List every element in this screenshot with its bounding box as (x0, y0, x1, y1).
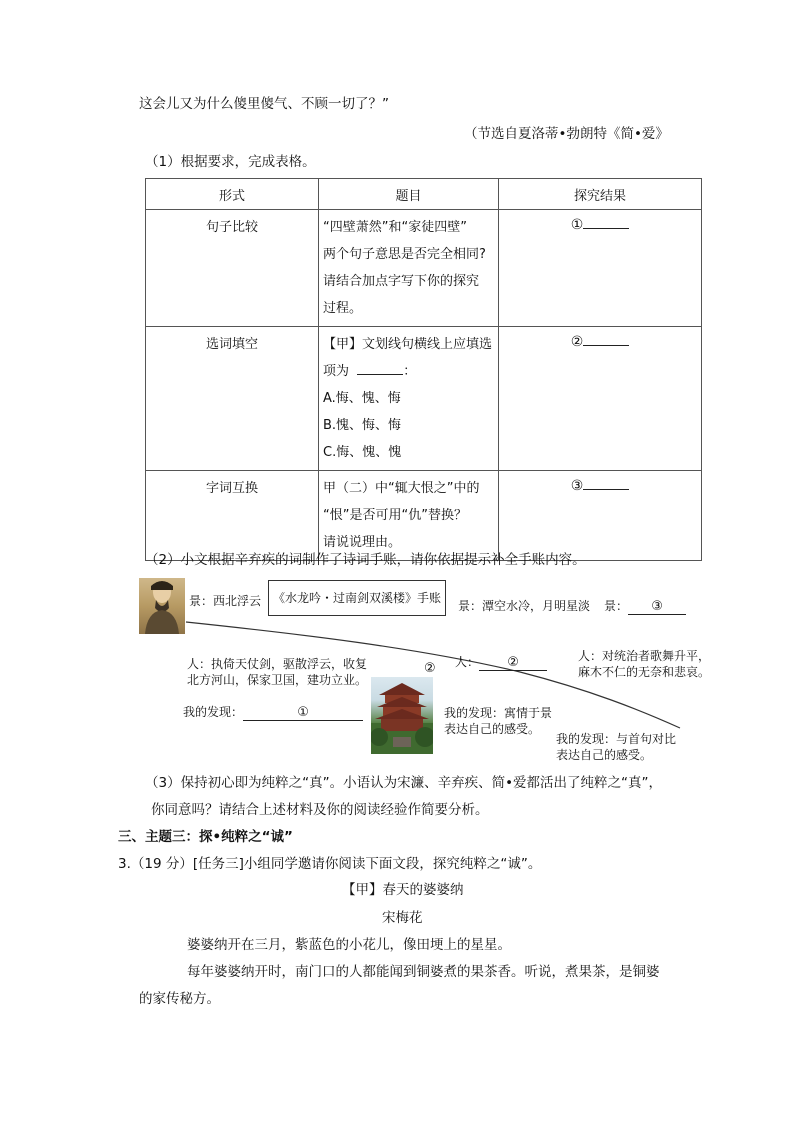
person-left-line: 北方河山，保家卫国，建功立业。 (187, 673, 368, 687)
discovery-left-label: 我的发现： (183, 705, 244, 719)
person-left-line: 人：执倚天仗剑，驱散浮云，收复 (187, 657, 368, 671)
row-form: 选词填空 (146, 327, 319, 471)
person-mid (455, 654, 547, 671)
question-line: “恨”是否可用“仇”替换？ (323, 508, 467, 523)
option-c: C.悔、愧、愧 (323, 445, 402, 460)
curve-mark: ② (424, 661, 436, 676)
question-line: 【甲】文划线句横线上应填选 (323, 337, 493, 352)
article-title: 【甲】春天的婆婆纳 (342, 882, 464, 898)
option-a: A.悔、愧、悔 (323, 391, 401, 406)
q3-line: 你同意吗？请结合上述材料及你的阅读经验作简要分析。 (151, 802, 489, 818)
person-right-line: 人：对统治者歌舞升平， (578, 649, 711, 663)
scene3-label: 景： (604, 599, 629, 613)
article-paragraph: 婆婆纳开在三月，紫蓝色的小花儿，像田埂上的星星。 (187, 937, 511, 953)
discovery-left-blank[interactable] (243, 704, 363, 721)
q1-prompt: （1）根据要求，完成表格。 (145, 154, 316, 170)
discovery-left (183, 704, 363, 721)
question-line: 过程。 (323, 301, 363, 316)
question-line: 两个句子意思是否完全相同? (323, 247, 486, 262)
question-line: 甲（二）中“辄大恨之”中的 (323, 481, 480, 496)
handbook-title: 《水龙吟・过南剑双溪楼》手账 (268, 580, 446, 616)
person-mid-mark: ② (507, 655, 519, 670)
discovery-right-line: 我的发现：与首句对比 (556, 732, 677, 746)
right-scene: 景：潭空水冷，月明星淡 (458, 599, 591, 613)
answer-mark: ① (570, 217, 584, 233)
option-b: B.愧、悔、悔 (323, 418, 402, 433)
question-line: 项为 ： (323, 358, 494, 385)
source-citation: （节选自夏洛蒂•勃朗特《简•爱》 (464, 126, 669, 142)
discovery-mid-line: 表达自己的感受。 (444, 722, 541, 736)
discovery-mid-line: 我的发现：寓情于景 (444, 706, 553, 720)
article-paragraph: 的家传秘方。 (139, 991, 220, 1007)
article-author: 宋梅花 (382, 910, 423, 926)
discovery-left-mark: ① (297, 705, 309, 720)
question-line: “四壁萧然”和“家徒四壁” (323, 220, 467, 235)
person-mid-label: 人： (455, 655, 480, 669)
q3-line: （3）保持初心即为纯粹之“真”。小语认为宋濂、辛弃疾、简•爱都活出了纯粹之“真”， (145, 775, 663, 791)
article-paragraph: 每年婆婆纳开时，南门口的人都能闻到铜婆煮的果茶香。听说，煮果茶，是铜婆 (187, 964, 660, 980)
tower-photo (371, 677, 433, 754)
discovery-right-line: 表达自己的感受。 (556, 748, 653, 762)
intro-line: 这会儿又为什么傻里傻气、不顾一切了？” (139, 96, 389, 112)
answer-mark: ③ (570, 478, 584, 494)
task-line: 3.（19 分）[任务三]小组同学邀请你阅读下面文段，探究纯粹之“诚”。 (118, 856, 542, 872)
header-result: 探究结果 (499, 179, 702, 210)
left-scene: 景：西北浮云 (189, 594, 262, 608)
row-form: 句子比较 (146, 210, 319, 327)
header-form: 形式 (146, 179, 319, 210)
q2-prompt: （2）小文根据辛弃疾的词制作了诗词手账，请你依据提示补全手账内容。 (145, 552, 586, 568)
question-line: 请结合加点字写下你的探究 (323, 274, 480, 289)
header-question: 题目 (319, 179, 499, 210)
person-right-line: 麻木不仁的无奈和悲哀。 (578, 665, 711, 679)
scene3-mark: ③ (651, 599, 663, 614)
person-mid-blank[interactable] (479, 654, 547, 671)
answer-mark: ② (570, 334, 584, 350)
question-line: 请说说理由。 (323, 535, 402, 550)
section-heading: 三、主题三：探•纯粹之“诚” (118, 829, 293, 845)
row-form: 字词互换 (146, 471, 319, 561)
